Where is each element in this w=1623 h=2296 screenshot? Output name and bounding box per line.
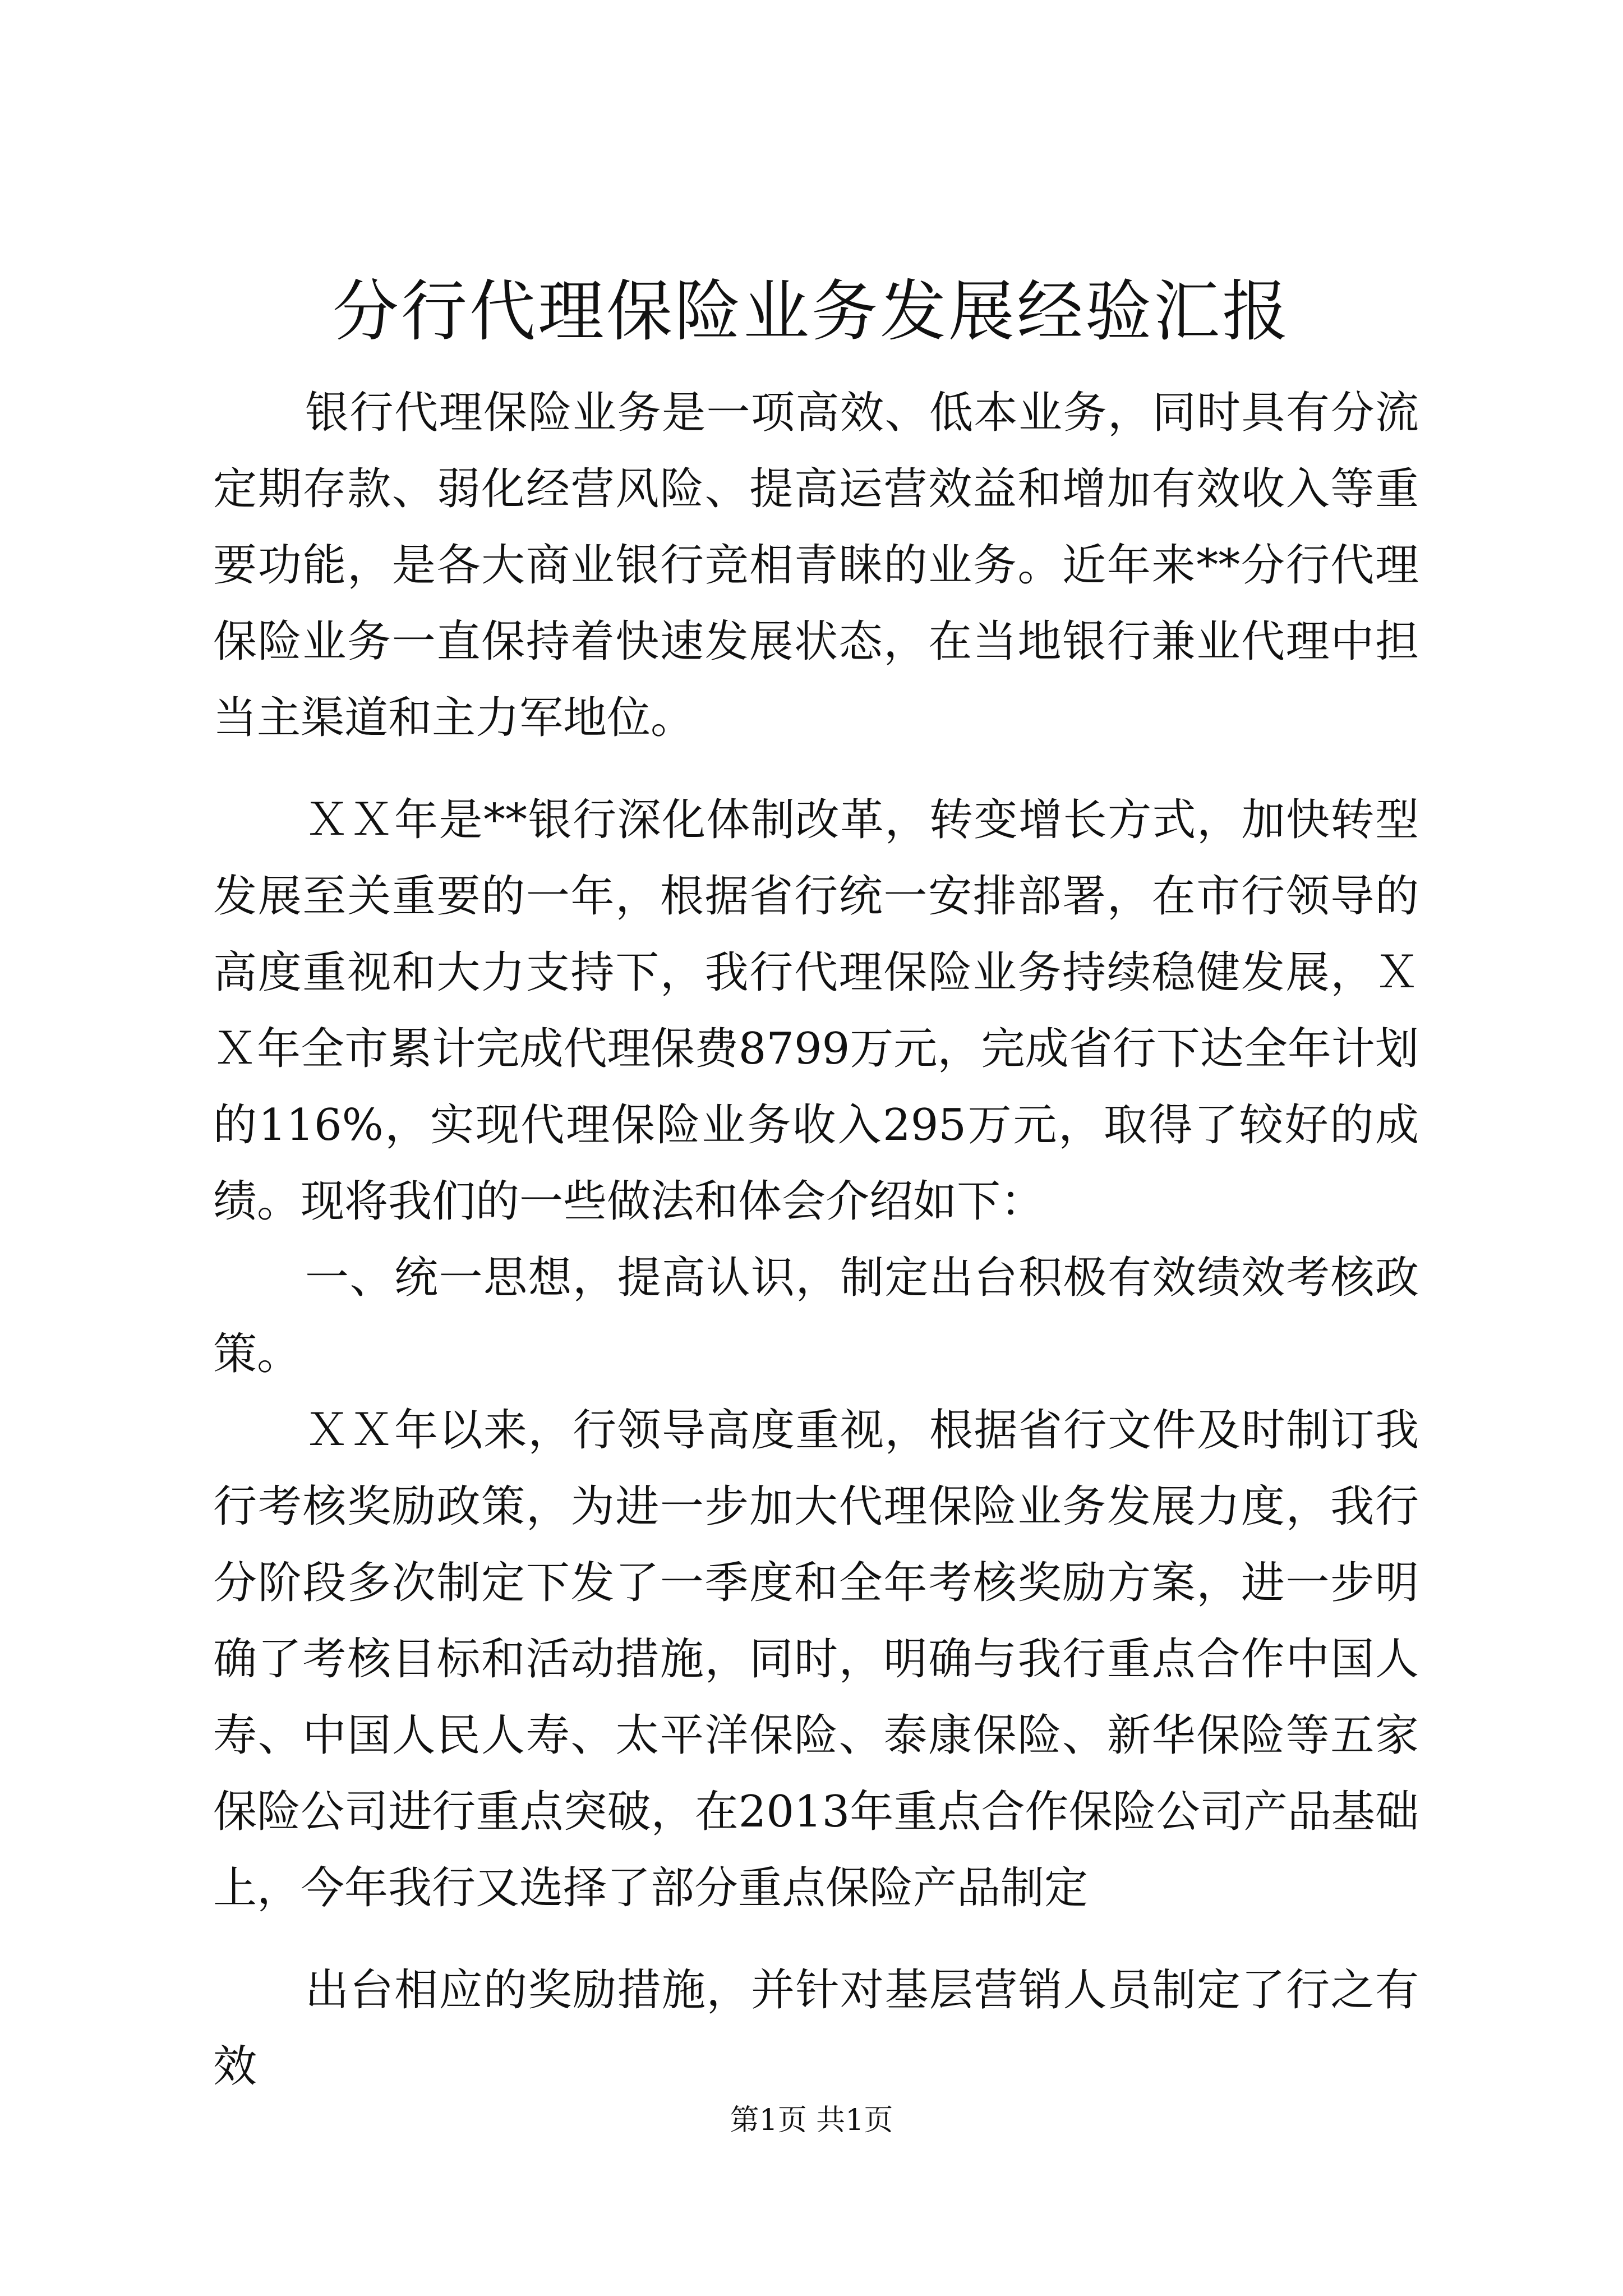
page-footer: 第1页 共1页 — [730, 2104, 893, 2137]
document-body — [213, 375, 1419, 2105]
document-title: 分行代理保险业务发展经验汇报 — [332, 273, 1290, 350]
paragraph-annual-summary: ＸＸ年是**银行深化体制改革，转变增长方式，加快转型发展至关重要的一年，根据省行统一安排部署，在市行领导的高度重视和大力支持下，我行代理保险业务持续稳健发展，ＸＸ年全市累计完成代理保费8799万元，完成省行下达全年计划的116%，实现代理保险业务收入295万元，取得了较好的成绩。现将我们的一些做法和体会介绍如下： — [213, 795, 1419, 1227]
paragraph-section-1: ＸＸ年以来，行领导高度重视，根据省行文件及时制订我行考核奖励政策，为进一步加大代理保险业务发展力度，我行分阶段多次制定下发了一季度和全年考核奖励方案，进一步明确了考核目标和活动措施，同时，明确与我行重点合作中国人寿、中国人民人寿、太平洋保险、泰康保险、新华保险等五家保险公司进行重点突破，在2013年重点合作保险公司产品基础上，今年我行又选择了部分重点保险产品制定 — [213, 1405, 1419, 1913]
paragraph-continuation: 出台相应的奖励措施，并针对基层营销人员制定了行之有效 — [213, 1965, 1419, 2092]
section-heading-1: 一、统一思想，提高认识，制定出台积极有效绩效考核政策。 — [213, 1253, 1419, 1379]
paragraph-intro: 银行代理保险业务是一项高效、低本业务，同时具有分流定期存款、弱化经营风险、提高运营效益和增加有效收入等重要功能，是各大商业银行竞相青睐的业务。近年来**分行代理保险业务一直保持着快速发展状态，在当地银行兼业代理中担当主渠道和主力军地位。 — [213, 388, 1419, 743]
